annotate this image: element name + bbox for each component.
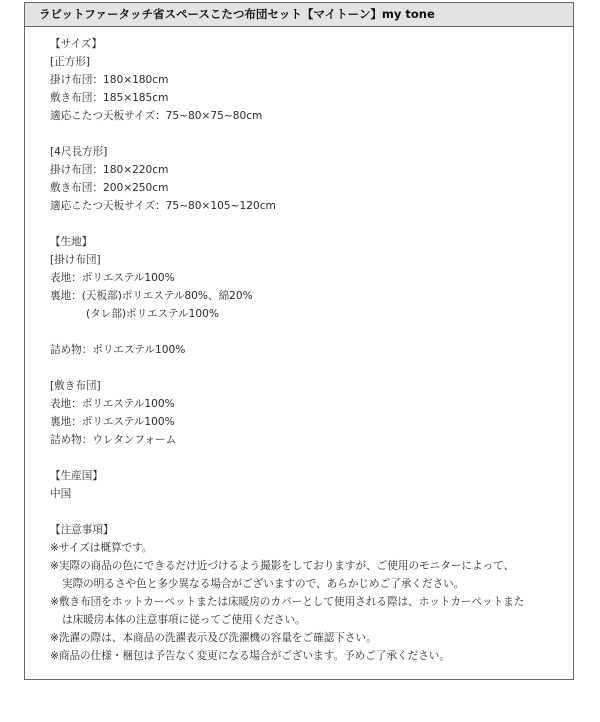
note-color-1: ※実際の商品の色にできるだけ近づけるよう撮影をしておりますが、ご使用のモニターによって、 xyxy=(50,560,515,572)
rect-kake-size: 掛け布団：180×220cm xyxy=(50,164,169,176)
origin-value: 中国 xyxy=(50,488,72,500)
shiki-front-material: 表地：ポリエステル100% xyxy=(50,398,175,410)
kake-back-material-skirt: (タレ部)ポリエステル100% xyxy=(86,308,219,320)
size-heading: 【サイズ】 xyxy=(50,38,103,50)
note-color-2: 実際の明るさや色と多少異なる場合がございますので、あらかじめご了承ください。 xyxy=(62,578,465,590)
spacer xyxy=(50,125,573,143)
origin-heading: 【生産国】 xyxy=(50,470,103,482)
note-spec-change: ※商品の仕様・梱包は予告なく変更になる場合がございます。予めご了承ください。 xyxy=(50,650,450,662)
material-heading: 【生地】 xyxy=(50,236,93,248)
note-size-approx: ※サイズは概算です。 xyxy=(50,542,153,554)
square-label: [正方形] xyxy=(50,56,91,68)
note-hot-carpet-1: ※敷き布団をホットカーペットまたは床暖房のカバーとして使用される際は、ホットカーペットまた xyxy=(50,596,525,608)
product-title: ラビットファータッチ省スペースこたつ布団セット【マイトーン】my tone xyxy=(25,3,573,27)
shiki-back-material: 裏地：ポリエステル100% xyxy=(50,416,175,428)
rect-label: [4尺長方形] xyxy=(50,146,108,158)
kake-material-label: [掛け布団] xyxy=(50,254,101,266)
square-table-size: 適応こたつ天板サイズ：75~80×75~80cm xyxy=(50,110,263,122)
spacer xyxy=(50,359,573,377)
spacer xyxy=(50,323,573,341)
note-washing: ※洗濯の際は、本商品の洗濯表示及び洗濯機の容量をご確認下さい。 xyxy=(50,632,377,644)
rect-table-size: 適応こたつ天板サイズ：75~80×105~120cm xyxy=(50,200,276,212)
spec-content xyxy=(25,27,573,665)
notes-heading: 【注意事項】 xyxy=(50,524,114,536)
shiki-filling: 詰め物：ウレタンフォーム xyxy=(50,434,177,446)
spec-panel xyxy=(24,2,574,680)
spacer xyxy=(50,503,573,521)
kake-front-material: 表地：ポリエステル100% xyxy=(50,272,175,284)
kake-filling: 詰め物：ポリエステル100% xyxy=(50,344,186,356)
spacer xyxy=(50,449,573,467)
kake-back-material-top: 裏地：(天板部)ポリエステル80%、綿20% xyxy=(50,290,253,302)
square-kake-size: 掛け布団：180×180cm xyxy=(50,74,169,86)
shiki-material-label: [敷き布団] xyxy=(50,380,101,392)
rect-shiki-size: 敷き布団：200×250cm xyxy=(50,182,169,194)
square-shiki-size: 敷き布団：185×185cm xyxy=(50,92,169,104)
spacer xyxy=(50,215,573,233)
note-hot-carpet-2: は床暖房本体の注意事項に従ってご使用ください。 xyxy=(62,614,306,626)
